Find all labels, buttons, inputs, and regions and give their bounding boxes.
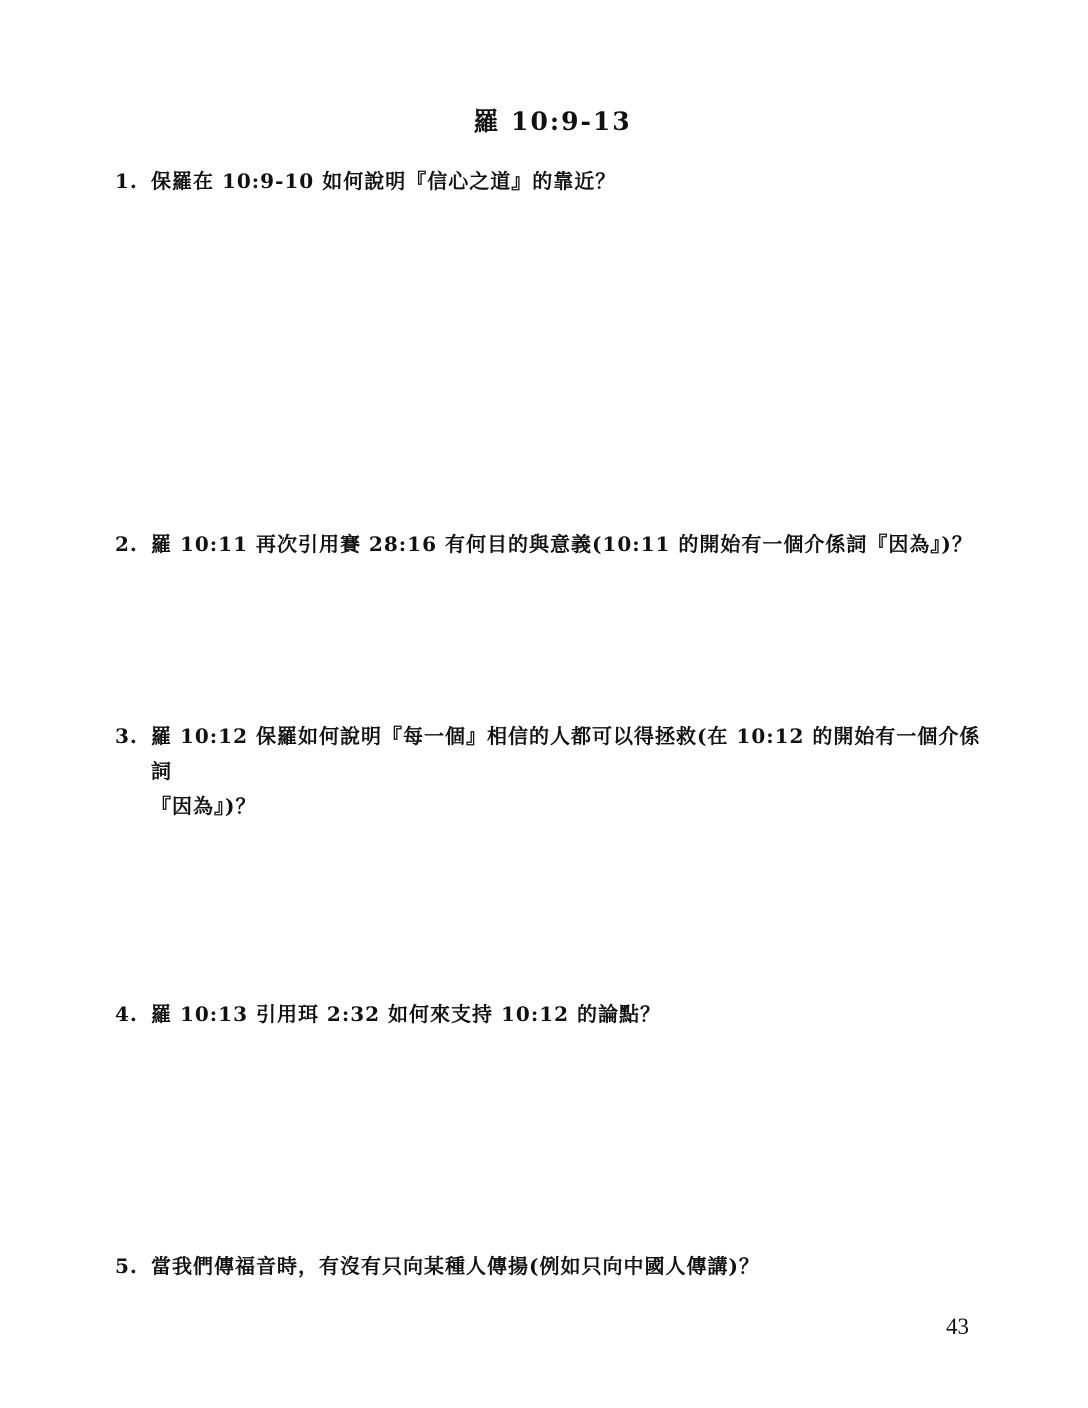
question-4-number: 4. bbox=[115, 1002, 138, 1026]
question-1-text bbox=[151, 164, 995, 199]
question-3-number: 3. bbox=[115, 724, 138, 748]
question-2-number: 2. bbox=[115, 532, 138, 556]
question-2 bbox=[115, 527, 995, 562]
question-2-text bbox=[151, 527, 995, 562]
question-5-text bbox=[151, 1249, 995, 1284]
question-line: 羅 10:12 保羅如何說明『每一個』相信的人都可以得拯救(在 10:12 的開始有一個介係詞 bbox=[151, 724, 981, 783]
question-5-number: 5. bbox=[115, 1254, 138, 1278]
page-title: 羅 10:9-13 bbox=[473, 107, 632, 136]
question-4 bbox=[115, 997, 995, 1032]
question-line: 當我們傳福音時，有沒有只向某種人傳揚(例如只向中國人傳講)？ bbox=[151, 1254, 760, 1278]
question-1 bbox=[115, 164, 995, 199]
question-4-text bbox=[151, 997, 995, 1032]
question-line: 羅 10:11 再次引用賽 28:16 有何目的與意義(10:11 的開始有一個介係詞『因為』)？ bbox=[151, 532, 973, 556]
question-line: 羅 10:13 引用珥 2:32 如何來支持 10:12 的論點？ bbox=[151, 1002, 662, 1026]
question-1-number: 1. bbox=[115, 169, 138, 193]
question-line: 保羅在 10:9-10 如何說明『信心之道』的靠近？ bbox=[151, 169, 617, 193]
question-3-text bbox=[151, 719, 995, 824]
page-number: 43 bbox=[946, 1314, 969, 1339]
question-5 bbox=[115, 1249, 995, 1284]
question-3 bbox=[115, 719, 995, 824]
question-line: 『因為』)？ bbox=[151, 794, 257, 818]
